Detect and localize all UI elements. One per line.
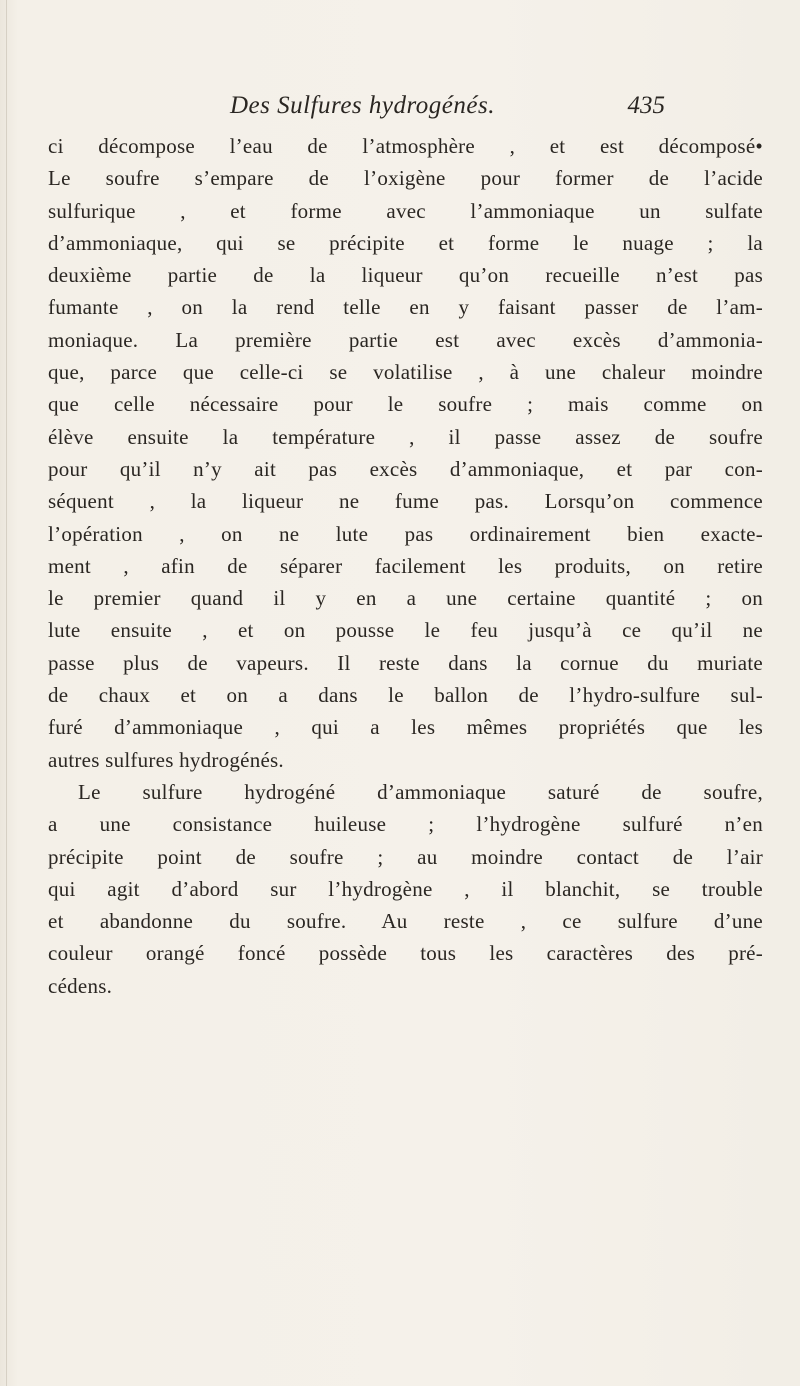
text-line: autres sulfures hydrogénés. [48, 747, 284, 772]
text-line: que, parce que celle-ci se volatilise , à une chaleur moindre [48, 360, 763, 385]
text-line: d’ammoniaque, qui se précipite et forme le nuage ; la [48, 230, 763, 255]
text-line: a une consistance huileuse ; l’hydrogène sulfuré n’en [48, 812, 763, 837]
text-line: sulfurique , et forme avec l’ammoniaque un sulfate [48, 198, 763, 223]
text-line: séquent , la liqueur ne fume pas. Lorsqu’on commence [48, 489, 763, 514]
page-number: 435 [627, 92, 665, 119]
text-line: ci décompose l’eau de l’atmosphère , et est décomposé• [48, 134, 763, 158]
text-line: pour qu’il n’y ait pas excès d’ammoniaque, et par con- [48, 456, 763, 481]
text-line: précipite point de soufre ; au moindre contact de l’air [48, 844, 763, 869]
text-line: couleur orangé foncé possède tous les caractères des pré- [48, 941, 763, 966]
text-line: qui agit d’abord sur l’hydrogène , il blanchit, se trouble [48, 876, 763, 901]
text-line: l’opération , on ne lute pas ordinairement bien exacte- [48, 521, 763, 546]
body-text [48, 130, 763, 1002]
text-line: ment , afin de séparer facilement les produits, on retire [48, 553, 763, 578]
text-line: Le soufre s’empare de l’oxigène pour former de l’acide [48, 166, 763, 191]
text-line: le premier quand il y en a une certaine quantité ; on [48, 586, 763, 611]
text-line: élève ensuite la température , il passe assez de soufre [48, 424, 763, 449]
text-line: que celle nécessaire pour le soufre ; mais comme on [48, 392, 763, 417]
text-line: passe plus de vapeurs. Il reste dans la cornue du muriate [48, 650, 763, 675]
text-line: deuxième partie de la liqueur qu’on recueille n’est pas [48, 263, 763, 288]
text-line: furé d’ammoniaque , qui a les mêmes propriétés que les [48, 715, 763, 740]
text-line: cédens. [48, 973, 113, 998]
page-header [195, 92, 665, 132]
text-line: Le sulfure hydrogéné d’ammoniaque saturé de soufre, [78, 779, 763, 804]
text-line: moniaque. La première partie est avec excès d’ammonia- [48, 327, 763, 352]
text-line: fumante , on la rend telle en y faisant passer de l’am- [48, 295, 763, 320]
text-line: de chaux et on a dans le ballon de l’hydro-sulfure sul- [48, 683, 763, 708]
running-title: Des Sulfures hydrogénés. [230, 92, 495, 119]
text-line: et abandonne du soufre. Au reste , ce sulfure d’une [48, 909, 763, 934]
text-line: lute ensuite , et on pousse le feu jusqu’à ce qu’il ne [48, 618, 763, 643]
page-gutter [6, 0, 7, 1386]
